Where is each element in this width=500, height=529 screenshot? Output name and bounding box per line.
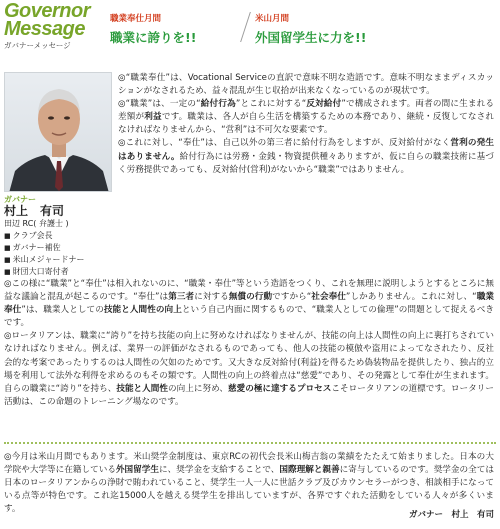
month-heading-vocational — [110, 12, 196, 46]
governor-message-logo — [4, 0, 91, 51]
article-wide-column — [4, 278, 494, 409]
profile-role: ガバナー — [4, 195, 36, 204]
article-upper-column — [118, 72, 494, 177]
profile-career-list — [4, 230, 114, 278]
paragraph-contradiction: ◎この様に“職業”と“奉仕”は相入れないのに、“職業・奉仕”等という造語をつくり、これを無理に説明しようとするところに無益な議論と混乱が起こるのです。“奉仕”は第三者に対する無償の行動ですから“社会奉仕”しかありません。これに対し、“職業奉仕”は、職業人としての技能と人間性の向上という自己内面に関するもので、“職業人としての倫理”の問題として捉えるべきです。 — [4, 279, 494, 329]
paragraph-yoneyama: ◎今月は米山月間でもあります。米山奨学金制度は、東京RCの初代会長米山梅吉翁の業績をたたえて始まりました。日本の大学院や大学等に在籍している外国留学生に、奨学金を支給することで、国際理解と親善に寄与しているのです。奨学金の全ては日本のロータリアンからの浄財で賄われていること、奨学生一人一人に世話クラブ及びカウンセラーがつき、相談相手になっている点等が特色です。これ迄15000人を越える奨学生を排出していますが、各界ですぐれた活動をしている人々が多くいます。 — [4, 452, 494, 515]
signature: ガバナー 村上 有司 — [408, 510, 494, 520]
dotted-divider — [4, 442, 496, 444]
logo-line-2: Message — [4, 18, 85, 40]
profile-club: 田辺 RC( 弁護士 ) — [4, 219, 69, 228]
slash-divider — [240, 12, 251, 42]
paragraph-rotarian: ◎ロータリアンは、職業に“誇り”を持ち技能の向上に努めなければなりませんが、技能の向上は人間性の向上に裏打ちされていなければなりません。例えば、業界一の評価がなされるものであっても、他人の技能の模倣や盗用によってなされたり、反社会的な考案であったりするのは人間性の欠如のためです。又大きな反対給付(利益)を得るため偽装物品を提供したり、独占的立場を利用して法外な利得を求めるのもその類です。人間性の向上の終着点は“慈愛”であり、その発露として奉仕が生まれます。自らの職業に“誇り”を持ち、技能と人間性の向上に努め、慈愛の極に達するプロセスこそロータリアンの道標です。ロータリー活動は、この命題のトレーニング場なのです。 — [4, 331, 494, 407]
governor-portrait-photo — [4, 72, 112, 192]
portrait-illustration — [5, 73, 112, 192]
month-label-yoneyama: 米山月間 — [255, 14, 290, 24]
career-item: ■ 米山メジャードナー — [4, 254, 114, 266]
governor-profile — [4, 194, 114, 278]
paragraph-occupation: ◎“職業”は、一定の“給付行為”とこれに対する“反対給付”で構成されます。両者の間に生まれる差額が利益です。職業は、各人が自ら生活を構築するための本務であり、継続・反復してなされなければなりませんから、“営利”は不可欠な要素です。 — [118, 99, 494, 136]
career-item: ■ ガバナー補佐 — [4, 242, 114, 254]
month-title-yoneyama: 外国留学生に力を!! — [255, 30, 367, 45]
logo-subtitle: ガバナーメッセージ — [4, 41, 71, 50]
month-heading-yoneyama — [255, 12, 366, 46]
profile-name: 村上 有司 — [4, 204, 65, 218]
article-yoneyama-section — [4, 451, 494, 516]
month-label-vocational: 職業奉仕月間 — [110, 14, 162, 24]
career-item: ■ クラブ会長 — [4, 230, 114, 242]
month-title-vocational: 職業に誇りを!! — [110, 30, 197, 45]
logo-line-1: Governor — [4, 0, 91, 22]
paragraph-vocational-service: ◎“職業奉仕”は、Vocational Serviceの直訳で意味不明な造語です。意味不明なままディスカッションがなされるため、益々混乱が生じ収拾が出来なくなっているのが現状です。 — [118, 73, 494, 97]
career-item: ■ 財団大口寄付者 — [4, 266, 114, 278]
paragraph-service: ◎これに対し、“奉仕”は、自己以外の第三者に給付行為をしますが、反対給付がなく営利の発生はありません。給付行為には労務・金銭・物資提供種々ありますが、仮に自らの職業技術に基づく労務提供であっても、反対給付(営利)がないから“職業”ではありません。 — [118, 138, 494, 175]
